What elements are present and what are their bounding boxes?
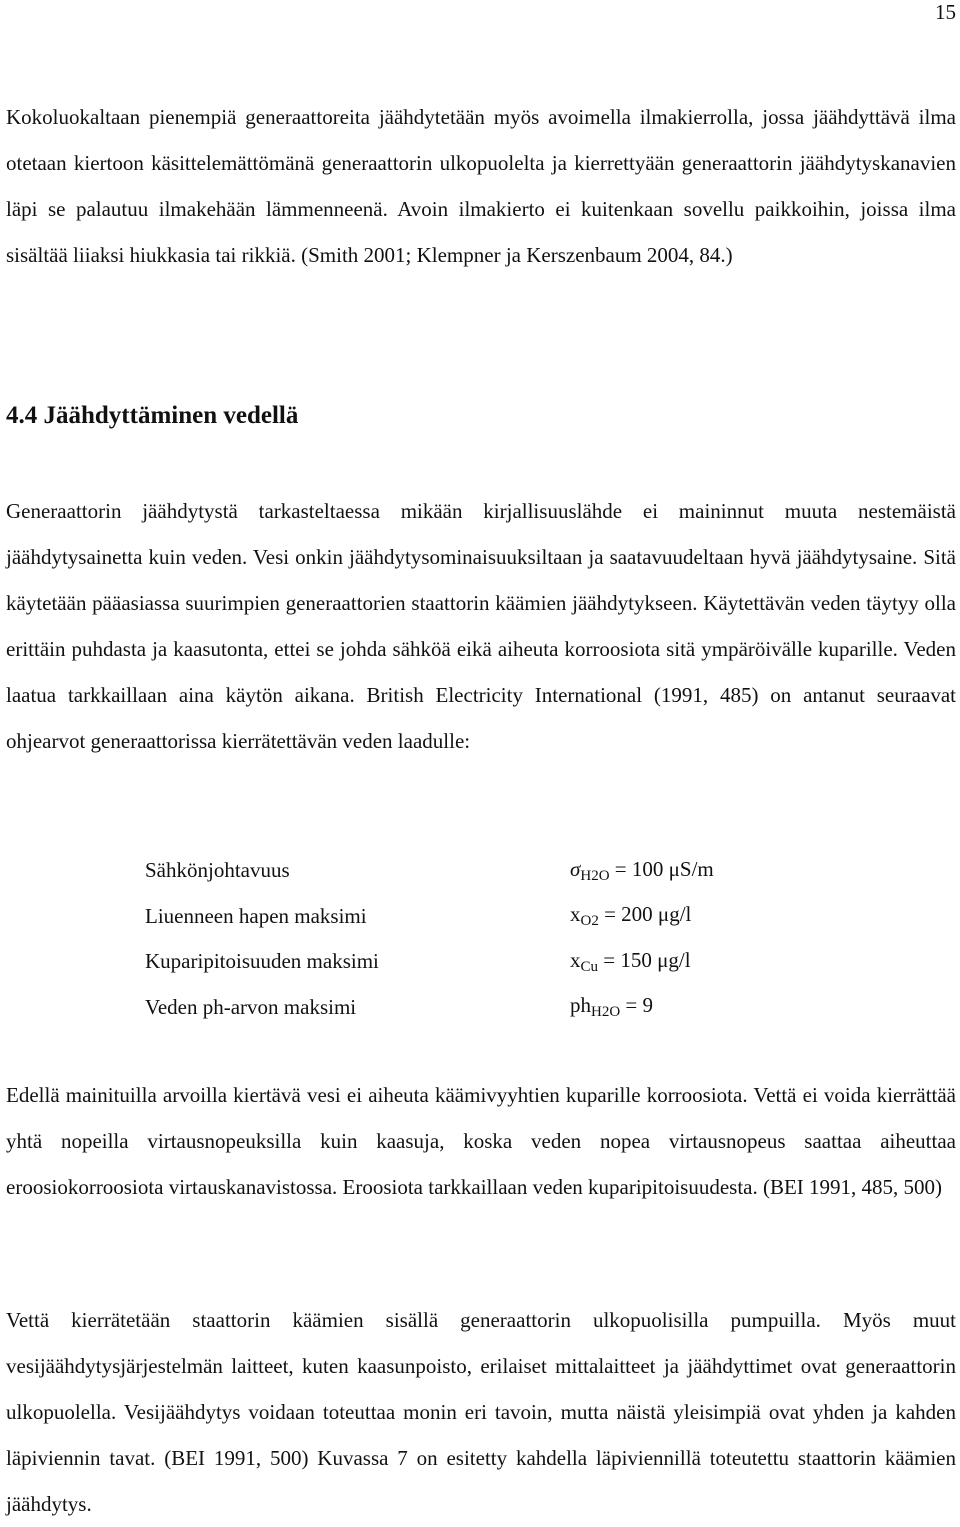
spec-row xyxy=(145,939,714,985)
spec-symbol: σ xyxy=(570,856,581,881)
paragraph-open-air-cooling: Kokoluokaltaan pienempiä generaattoreita jäähdytetään myös avoimella ilmakierrolla, jossa jäähdyttävä ilma otetaan kiertoon käsittelemättömänä generaattorin ulkopuolelta ja kierrettyään generaattorin jäähdytyskanavien läpi se palautuu ilmakehään lämmenneenä. Avoin ilmakierto ei kuitenkaan sovellu paikkoihin, joissa ilma sisältää liiaksi hiukkasia tai rikkiä. (Smith 2001; Klempner ja Kerszenbaum 2004, 84.) xyxy=(6,105,956,267)
spec-value: = 100 μS/m xyxy=(609,856,714,881)
spec-value-cell xyxy=(570,894,714,940)
spec-row xyxy=(145,985,714,1031)
spec-value-cell xyxy=(570,985,714,1031)
spec-property: Liuenneen hapen maksimi xyxy=(145,903,367,928)
spec-symbol: x xyxy=(570,947,581,972)
water-quality-spec-table xyxy=(145,848,714,1030)
spec-row xyxy=(145,894,714,940)
spec-value: = 150 μg/l xyxy=(598,947,691,972)
spec-property: Kuparipitoisuuden maksimi xyxy=(145,949,379,974)
spec-value: = 200 μg/l xyxy=(598,902,692,927)
spec-value-cell xyxy=(570,848,714,894)
spec-row xyxy=(145,848,714,894)
paragraph-water-cooling-intro: Generaattorin jäähdytystä tarkasteltaessa mikään kirjallisuuslähde ei maininnut muuta nestemäistä jäähdytysainetta kuin veden. Vesi onkin jäähdytysominaisuuksiltaan ja saatavuudeltaan hyvä jäähdytysaine. Sitä käytetään pääasiassa suurimpien generaattorien staattorin käämien jäähdytykseen. Käytettävän veden täytyy olla erittäin puhdasta ja kaasutonta, ettei se johda sähköä eikä aiheuta korroosiota sitä ympäröivälle kuparille. Veden laatua tarkkaillaan aina käytön aikana. British Electricity International (1991, 485) on antanut seuraavat ohjearvot generaattorissa kierrätettävän veden laadulle: xyxy=(6,499,956,753)
paragraph-pumps: Vettä kierrätetään staattorin käämien sisällä generaattorin ulkopuolisilla pumpuilla. Myös muut vesijäähdytysjärjestelmän laitteet, kuten kaasunpoisto, erilaiset mittalaitteet ja jäähdyttimet ovat generaattorin ulkopuolella. Vesijäähdytys voidaan toteuttaa monin eri tavoin, mutta näistä yleisimpiä ovat yhden ja kahden läpiviennin tavat. (BEI 1991, 500) Kuvassa 7 on esitetty kahdella läpiviennillä toteutettu staattorin käämien jäähdytys. xyxy=(6,1308,956,1516)
section-heading: 4.4 Jäähdyttäminen vedellä xyxy=(6,402,299,429)
spec-property: Sähkönjohtavuus xyxy=(145,858,290,883)
spec-value: = 9 xyxy=(620,993,654,1018)
spec-subscript: H2O xyxy=(591,1004,621,1021)
spec-symbol: ph xyxy=(570,993,591,1018)
spec-symbol: x xyxy=(570,902,581,927)
page-number: 15 xyxy=(935,0,956,24)
spec-subscript: O2 xyxy=(580,913,599,930)
spec-property: Veden ph-arvon maksimi xyxy=(145,994,357,1019)
spec-value-cell xyxy=(570,939,714,985)
paragraph-corrosion: Edellä mainituilla arvoilla kiertävä vesi ei aiheuta käämivyyhtien kuparille korroosiota. Vettä ei voida kierrättää yhtä nopeilla virtausnopeuksilla kuin kaasuja, koska veden nopea virtausnopeus saattaa aiheuttaa eroosiokorroosiota virtauskanavistossa. Eroosiota tarkkaillaan veden kuparipitoisuudesta. (BEI 1991, 485, 500) xyxy=(6,1083,956,1199)
spec-subscript: H2O xyxy=(580,867,610,884)
spec-subscript: Cu xyxy=(580,958,599,975)
